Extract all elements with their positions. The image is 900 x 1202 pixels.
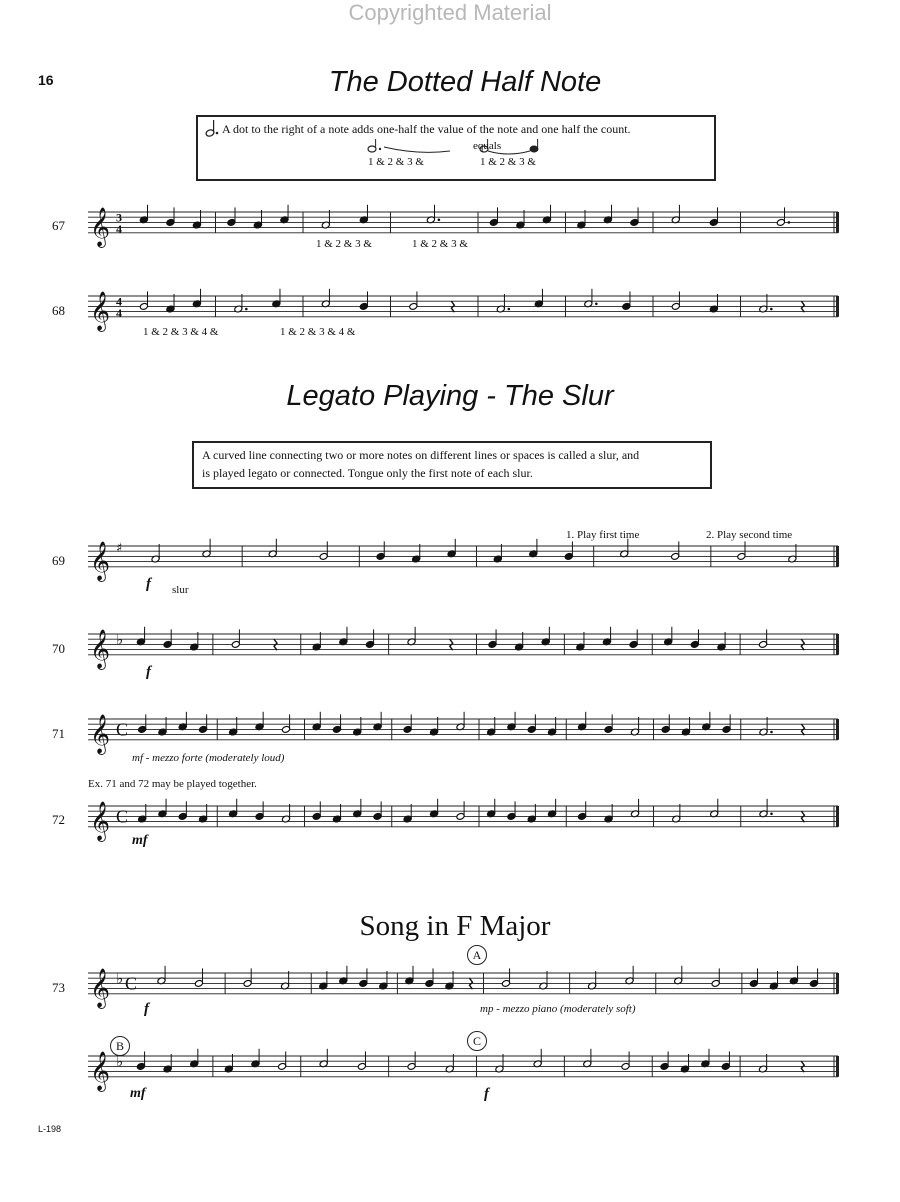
time-signature-bottom: 4 [116,221,122,236]
footer-code: L-198 [38,1124,62,1134]
dynamic-text-71: mf - mezzo forte (moderately loud) [132,752,285,764]
note-dot [770,308,773,311]
slur-explanation-line1: A curved line connecting two or more notes on different lines or spaces is called a slur, and [202,448,640,462]
dotted-half-note-icon [205,120,219,138]
staff-67 [0,202,900,262]
dynamic-f-73: f [144,1001,149,1017]
final-bar-thick [836,973,839,994]
rehearsal-mark-a: A [467,945,487,965]
exercise-number-67: 67 [52,218,65,233]
final-bar-thick [836,1056,839,1077]
exercise-number-71: 71 [52,726,65,741]
rehearsal-mark-b: B [110,1036,130,1056]
time-signature-top: 3 [116,210,122,225]
time-signature-bottom: 4 [116,305,122,320]
common-time-symbol: C [125,973,138,994]
treble-clef-icon: 𝄞 [90,967,111,1008]
final-bar-thick [836,719,839,740]
exercise-number-70: 70 [52,641,65,656]
count-left: 1 & 2 & 3 & [368,156,424,168]
count-annotation-68b: 1 & 2 & 3 & 4 & [280,326,356,338]
section-title-song: Song in F Major [359,910,551,942]
treble-clef-icon: 𝄞 [90,713,111,754]
treble-clef-icon: 𝄞 [90,628,111,669]
treble-clef-icon: 𝄞 [90,800,111,841]
common-time-symbol: C [116,719,129,740]
count-right: 1 & 2 & 3 & [480,156,536,168]
equals-label: equals [473,140,502,152]
flat-key-signature: ♭ [116,1052,124,1071]
final-bar-thick [836,296,839,317]
treble-clef-icon: 𝄞 [90,206,111,247]
note-dot [770,813,773,816]
slur-label: slur [172,584,189,596]
final-bar-thick [836,806,839,827]
common-time-symbol: C [116,806,129,827]
flat-key-signature: ♭ [116,969,124,988]
note-dot [595,303,598,306]
note-dot [508,308,511,311]
treble-clef-icon: 𝄞 [90,290,111,331]
section-title-legato: Legato Playing - The Slur [286,380,614,412]
staff-72 [0,796,900,856]
staff-70 [0,624,900,684]
dynamic-f-70: f [146,664,151,680]
treble-clef-icon: 𝄞 [90,1050,111,1091]
staff-71 [0,709,900,769]
explanation-box-dotted [196,115,716,181]
dynamic-f-74: f [484,1086,489,1102]
dynamic-f-69: f [146,576,151,592]
staff-68 [0,286,900,346]
final-bar-thick [836,212,839,233]
flat-key-signature: ♭ [116,630,124,649]
exercise-note-72: Ex. 71 and 72 may be played together. [88,778,257,790]
note-dot [245,308,248,311]
count-annotation-67a: 1 & 2 & 3 & [316,238,372,250]
exercise-number-68: 68 [52,303,65,318]
treble-clef-icon: 𝄞 [90,540,111,581]
staff-69 [0,536,900,596]
second-ending-label: 2. Play second time [706,529,793,541]
rehearsal-mark-c: C [467,1031,487,1051]
page-number: 16 [38,72,54,88]
note-dot [438,219,441,222]
time-signature-top: 4 [116,294,122,309]
count-annotation-67b: 1 & 2 & 3 & [412,238,468,250]
exercise-number-72: 72 [52,812,65,827]
first-ending-label: 1. Play first time [566,529,640,541]
dotted-explanation-text: A dot to the right of a note adds one-half the value of the note and one half the count. [222,122,631,136]
exercise-number-69: 69 [52,553,65,568]
sharp-key-signature: ♯ [116,541,123,557]
explanation-box-slur [192,441,712,489]
staff-b-section [0,1046,900,1106]
dynamic-mf-74: mf [130,1086,146,1101]
staff-73 [0,963,900,1023]
dynamic-mf-72: mf [132,833,148,848]
copyright-watermark: Copyrighted Material [348,0,552,25]
slur-explanation-line2: is played legato or connected. Tongue only the first note of each slur. [202,466,533,480]
section-title-dotted-half-note: The Dotted Half Note [328,66,602,98]
note-dot [770,731,773,734]
note-dot [788,221,791,224]
dynamic-text-73: mp - mezzo piano (moderately soft) [480,1003,636,1015]
count-annotation-68a: 1 & 2 & 3 & 4 & [143,326,219,338]
exercise-number-73: 73 [52,980,65,995]
final-bar-thick [836,634,839,655]
final-bar-thick [836,546,839,567]
